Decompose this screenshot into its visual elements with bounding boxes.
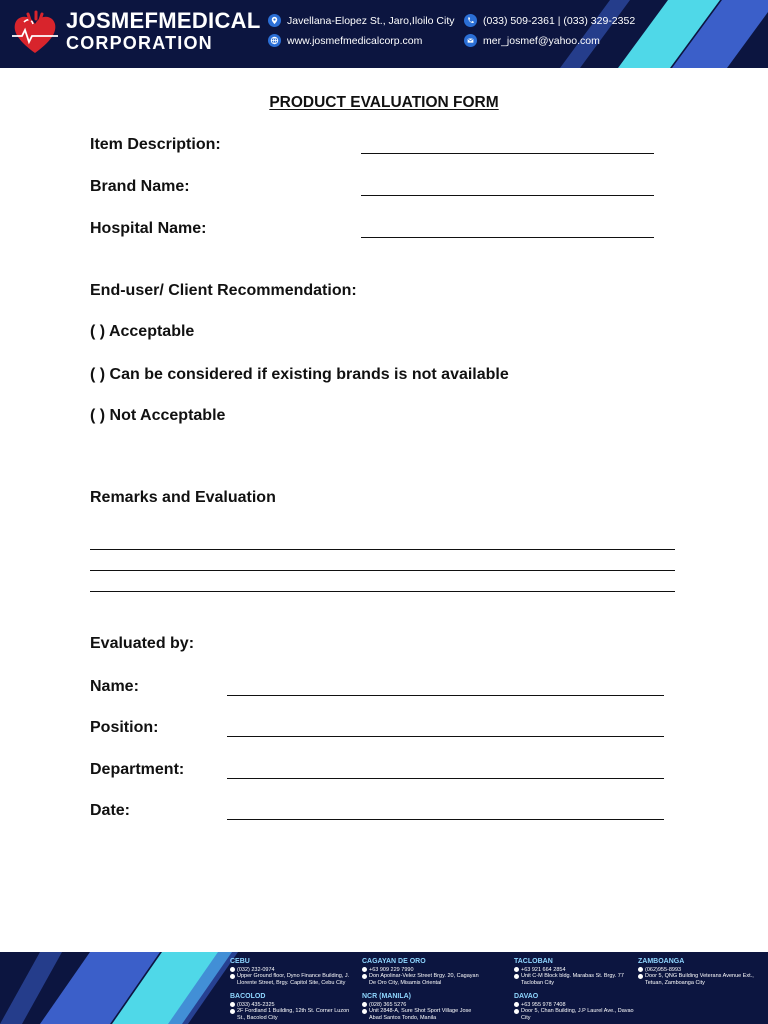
branch-address: Unit 2848-A, Sure Shot Sport Village Jose Abad Santos Tondo, Manila bbox=[369, 1008, 472, 1021]
letterhead-header bbox=[0, 0, 768, 68]
branch-name: BACOLOD bbox=[230, 993, 266, 1000]
brand-line1: JOSMEFMEDICAL bbox=[66, 8, 261, 33]
location-pin-icon bbox=[638, 974, 643, 979]
form-title-text: PRODUCT EVALUATION FORM bbox=[269, 94, 499, 111]
item-description-field[interactable] bbox=[361, 152, 654, 154]
location-pin-icon bbox=[362, 1009, 367, 1014]
header-email bbox=[464, 34, 600, 47]
remarks-line-3[interactable] bbox=[90, 590, 675, 592]
option-not-acceptable[interactable]: ( ) Not Acceptable bbox=[90, 407, 226, 424]
globe-icon bbox=[268, 34, 281, 47]
branch-phone: (028) 365 5276 bbox=[369, 1001, 407, 1008]
location-pin-icon bbox=[230, 1009, 235, 1014]
location-pin-icon bbox=[230, 974, 235, 979]
branch-tacloban bbox=[514, 959, 634, 986]
branch-name: DAVAO bbox=[514, 993, 539, 1000]
address-text: Javellana-Elopez St., Jaro,Iloilo City bbox=[287, 14, 455, 27]
branch-phone: (062)955-8993 bbox=[645, 966, 682, 973]
branch-phone: +63 955 978 7408 bbox=[521, 1001, 566, 1008]
phone-icon bbox=[230, 1002, 235, 1007]
branch-ncr-manila bbox=[362, 994, 482, 1021]
branch-address: Don Apolinar-Velez Street Brgy. 20, Cagayan De Oro City, Misamis Oriental bbox=[369, 973, 479, 986]
phone-text: (033) 509-2361 | (033) 329-2352 bbox=[483, 14, 636, 27]
remarks-line-1[interactable] bbox=[90, 548, 675, 550]
branch-cagayan-de-oro bbox=[362, 959, 482, 986]
item-description-label: Item Description: bbox=[90, 136, 221, 153]
hospital-name-label: Hospital Name: bbox=[90, 220, 207, 237]
branch-bacolod bbox=[230, 994, 350, 1021]
department-field[interactable] bbox=[227, 777, 664, 779]
branch-phone: +63 921 664 2854 bbox=[521, 966, 566, 973]
hospital-name-field[interactable] bbox=[361, 236, 654, 238]
website-link[interactable]: www.josmefmedicalcorp.com bbox=[287, 34, 423, 47]
branch-cebu bbox=[230, 959, 350, 986]
position-field[interactable] bbox=[227, 735, 664, 737]
location-pin-icon bbox=[514, 974, 519, 979]
branch-name: TACLOBAN bbox=[514, 958, 553, 965]
branch-zamboanga bbox=[638, 959, 758, 986]
branch-name: NCR (MANILA) bbox=[362, 993, 411, 1000]
date-field[interactable] bbox=[227, 818, 664, 820]
phone-icon bbox=[638, 967, 643, 972]
branch-address: Door 5, Chan Building, J.P Laurel Ave., Davao City bbox=[521, 1008, 634, 1021]
header-phone bbox=[464, 14, 635, 27]
heart-logo-icon bbox=[10, 8, 60, 58]
brand-name-field[interactable] bbox=[361, 194, 654, 196]
branch-phone: +63 909 229 7990 bbox=[369, 966, 414, 973]
branch-name: CEBU bbox=[230, 958, 250, 965]
location-pin-icon bbox=[268, 14, 281, 27]
header-website bbox=[268, 34, 422, 47]
phone-icon bbox=[514, 967, 519, 972]
brand-name-label: Brand Name: bbox=[90, 178, 190, 195]
remarks-heading: Remarks and Evaluation bbox=[90, 489, 276, 506]
date-label: Date: bbox=[90, 802, 131, 819]
branch-name: ZAMBOANGA bbox=[638, 958, 685, 965]
phone-icon bbox=[464, 14, 477, 27]
department-label: Department: bbox=[90, 761, 185, 778]
branch-address: Door 5, QNG Building Veterans Avenue Ext., Tetuan, Zamboanga City bbox=[645, 973, 754, 986]
phone-icon bbox=[362, 967, 367, 972]
branch-name: CAGAYAN DE ORO bbox=[362, 958, 426, 965]
phone-icon bbox=[362, 1002, 367, 1007]
phone-icon bbox=[514, 1002, 519, 1007]
branch-phone: (032) 232-0974 bbox=[237, 966, 275, 973]
phone-icon bbox=[230, 967, 235, 972]
brand-name bbox=[66, 9, 266, 53]
header-address bbox=[268, 14, 455, 27]
name-label: Name: bbox=[90, 678, 139, 695]
remarks-line-2[interactable] bbox=[90, 569, 675, 571]
branch-address: 2F Fordland 1 Building, 12th St. Corner Luzon St., Bacolod City bbox=[237, 1008, 350, 1021]
option-acceptable[interactable]: ( ) Acceptable bbox=[90, 323, 195, 340]
branch-address: Unit C-M Block bldg. Marabas St. Brgy. 77 Tacloban City bbox=[521, 973, 624, 986]
email-icon bbox=[464, 34, 477, 47]
option-considered[interactable]: ( ) Can be considered if existing brands is not available bbox=[90, 366, 509, 383]
branch-davao bbox=[514, 994, 634, 1021]
email-link[interactable]: mer_josmef@yahoo.com bbox=[483, 34, 600, 47]
position-label: Position: bbox=[90, 719, 159, 736]
letterhead-footer bbox=[0, 952, 768, 1024]
location-pin-icon bbox=[514, 1009, 519, 1014]
location-pin-icon bbox=[362, 974, 367, 979]
branch-address: Upper Ground floor, Dyno Finance Building, J. Llorente Street, Brgy. Capitol Site, Cebu City bbox=[237, 973, 350, 986]
recommendation-heading: End-user/ Client Recommendation: bbox=[90, 282, 357, 299]
form-title bbox=[0, 94, 768, 112]
name-field[interactable] bbox=[227, 694, 664, 696]
branch-phone: (033) 435-2325 bbox=[237, 1001, 275, 1008]
evaluated-by-heading: Evaluated by: bbox=[90, 635, 195, 652]
brand-line2: CORPORATION bbox=[66, 33, 213, 53]
